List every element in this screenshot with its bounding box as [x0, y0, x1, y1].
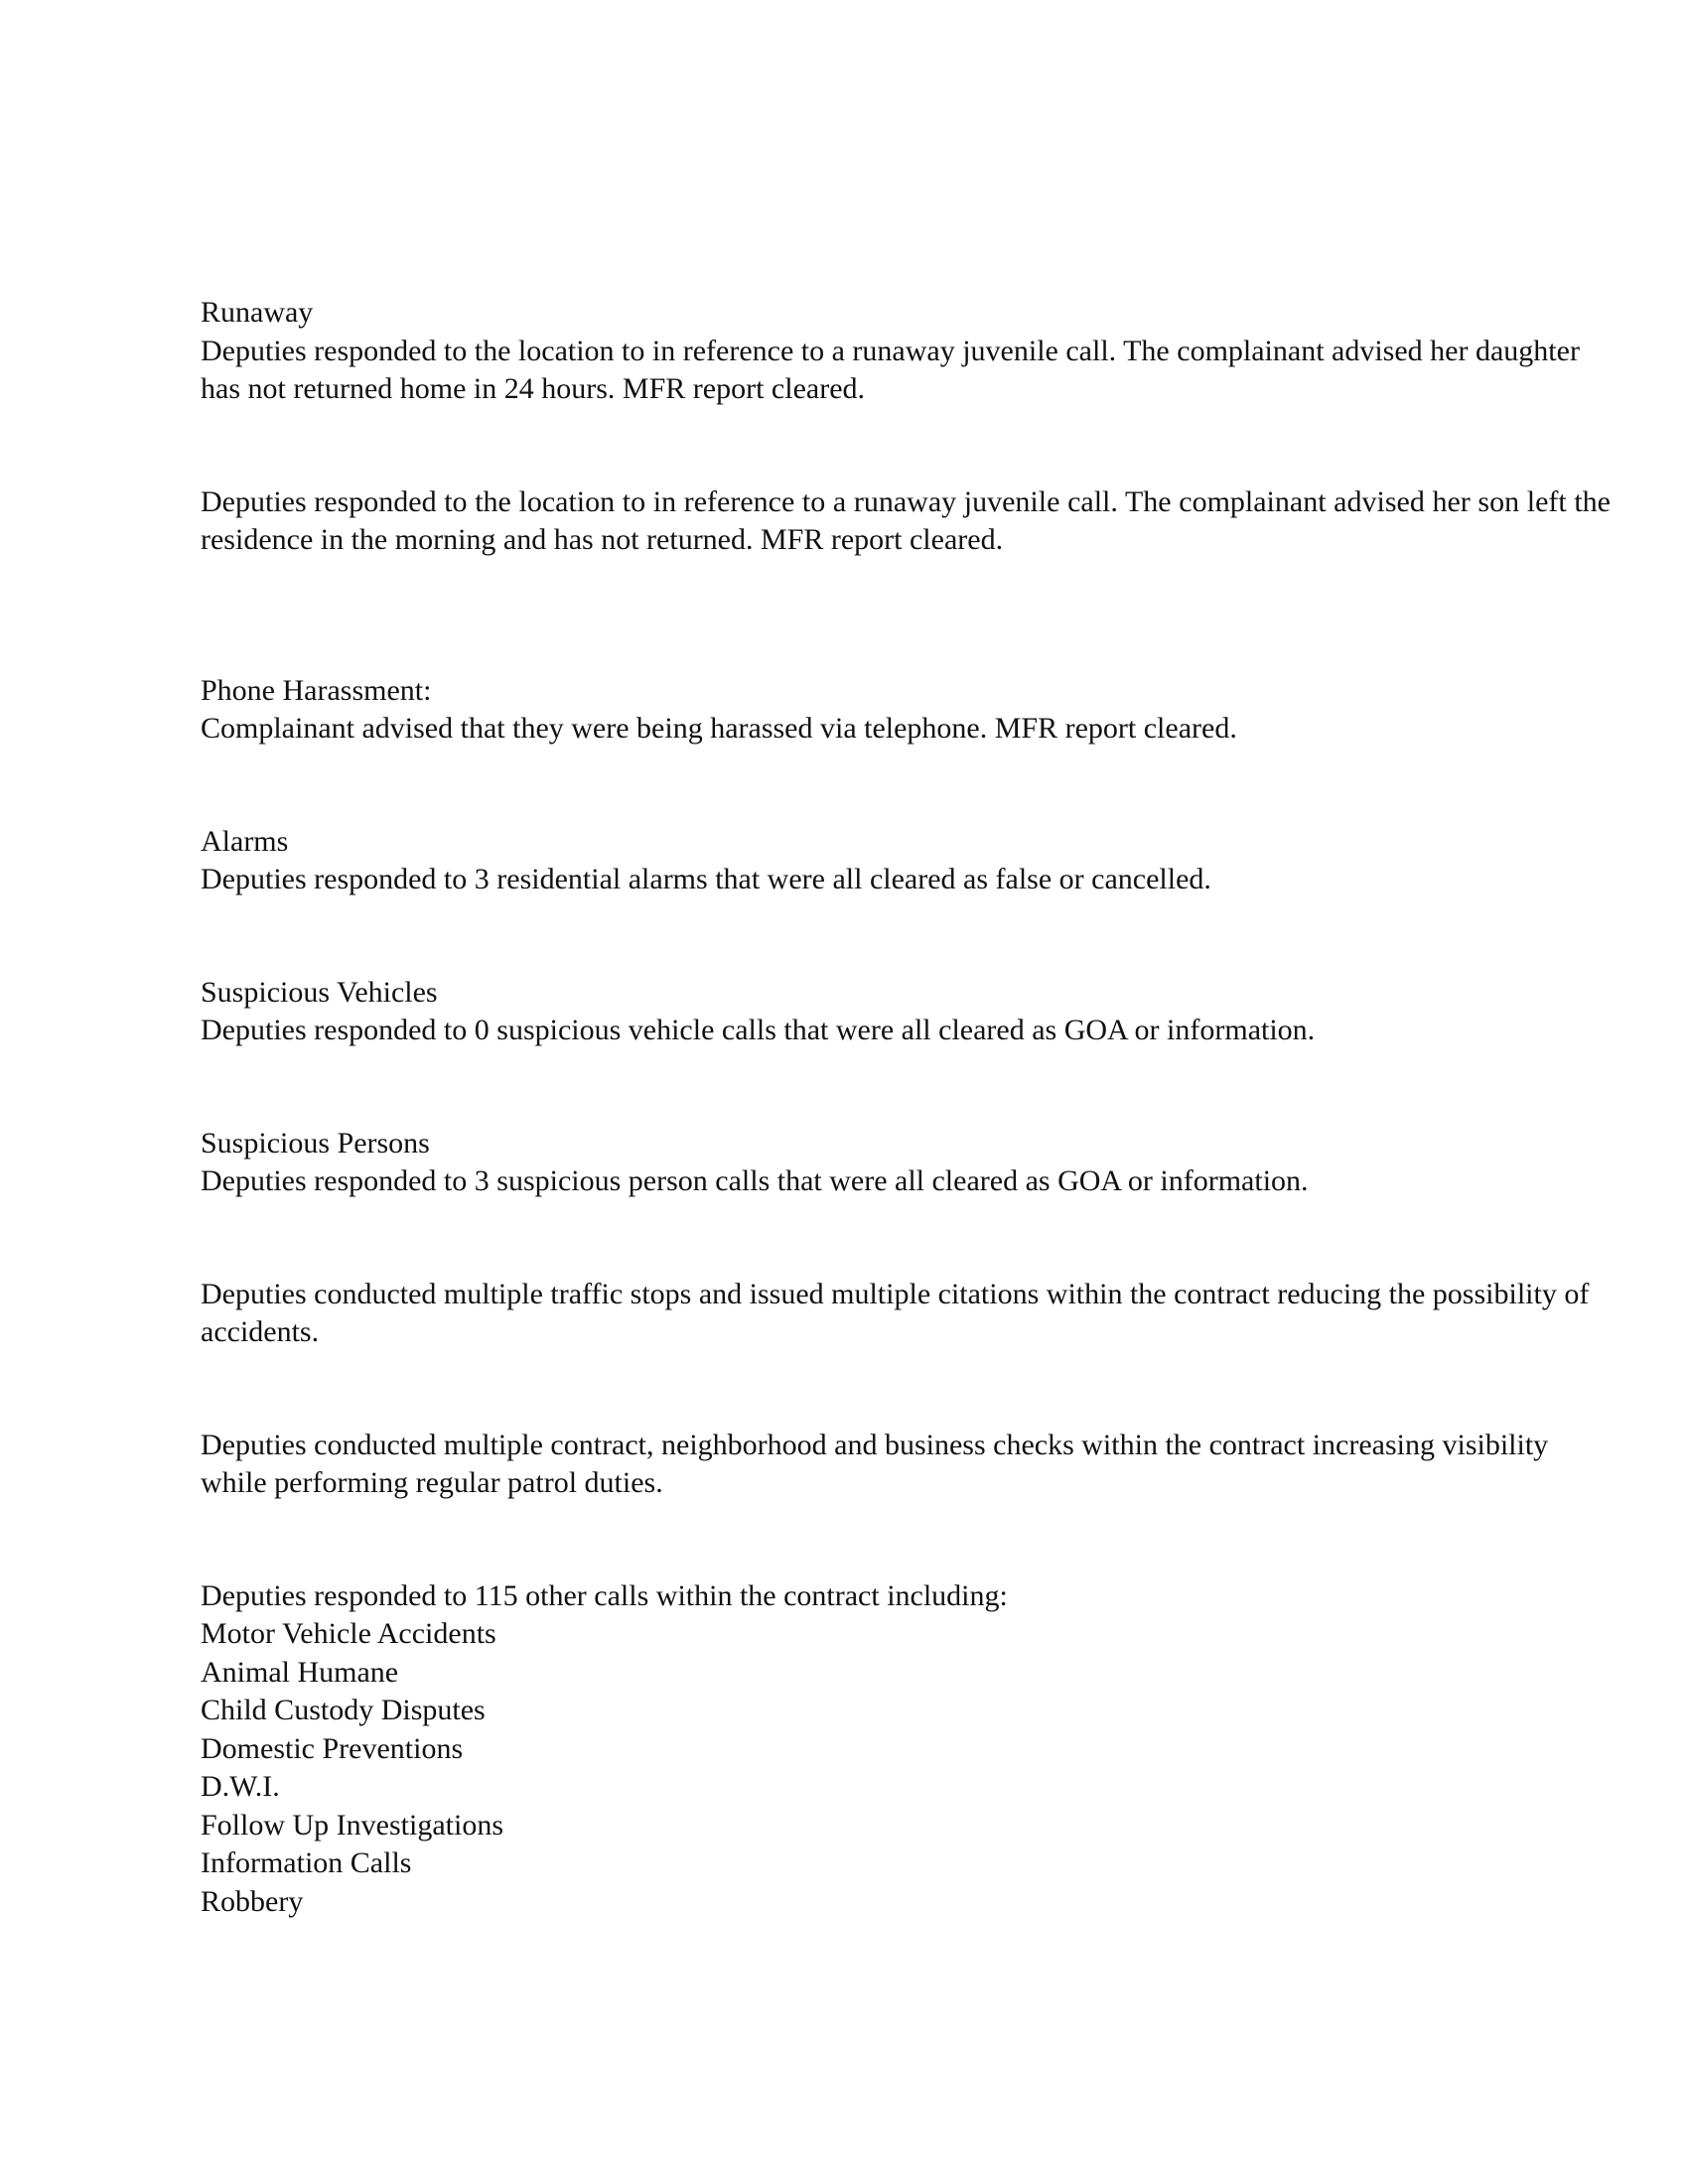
- list-item: Domestic Preventions: [201, 1731, 464, 1765]
- phone-harassment-paragraph: Complainant advised that they were being harassed via telephone. MFR report cleared.: [201, 712, 1237, 745]
- list-item: Robbery: [201, 1884, 304, 1918]
- runaway-section: [201, 294, 1611, 409]
- list-item: Child Custody Disputes: [201, 1694, 486, 1726]
- other-calls-intro: Deputies responded to 115 other calls within the contract including:: [201, 1578, 1008, 1612]
- list-item: Information Calls: [201, 1846, 412, 1879]
- suspicious-vehicles-paragraph: Deputies responded to 0 suspicious vehicle calls that were all cleared as GOA or information.: [201, 1014, 1316, 1046]
- suspicious-vehicles-section: [201, 974, 1611, 1050]
- suspicious-persons-heading: Suspicious Persons: [201, 1126, 430, 1160]
- checks-paragraph: Deputies conducted multiple contract, neighborhood and business checks within the contract increasing visibility while performing regular patrol duties.: [201, 1428, 1549, 1499]
- document-page: [201, 294, 1611, 1921]
- phone-harassment-section: [201, 672, 1611, 749]
- suspicious-vehicles-heading: Suspicious Vehicles: [201, 975, 438, 1009]
- traffic-section: [201, 1276, 1611, 1352]
- suspicious-persons-section: [201, 1125, 1611, 1201]
- other-calls-list: [201, 1615, 1611, 1921]
- list-item: Animal Humane: [201, 1655, 399, 1689]
- alarms-section: [201, 823, 1611, 899]
- runaway-heading: Runaway: [201, 296, 314, 329]
- other-calls-section: [201, 1577, 1611, 1922]
- runaway-section-2: [201, 483, 1611, 560]
- list-item: D.W.I.: [201, 1770, 280, 1803]
- alarms-heading: Alarms: [201, 824, 289, 858]
- list-item: Motor Vehicle Accidents: [201, 1617, 496, 1650]
- alarms-paragraph: Deputies responded to 3 residential alarms that were all cleared as false or cancelled.: [201, 863, 1211, 895]
- runaway-paragraph-1: Deputies responded to the location to in reference to a runaway juvenile call. The complainant advised her daughter has not returned home in 24 hours. MFR report cleared.: [201, 334, 1580, 405]
- suspicious-persons-paragraph: Deputies responded to 3 suspicious person calls that were all cleared as GOA or information.: [201, 1164, 1309, 1197]
- list-item: Follow Up Investigations: [201, 1808, 503, 1842]
- phone-harassment-heading: Phone Harassment:: [201, 673, 432, 707]
- checks-section: [201, 1427, 1611, 1503]
- runaway-paragraph-2: Deputies responded to the location to in reference to a runaway juvenile call. The complainant advised her son left the residence in the morning and has not returned. MFR report cleared.: [201, 484, 1611, 556]
- traffic-paragraph: Deputies conducted multiple traffic stops and issued multiple citations within the contract reducing the possibility of accidents.: [201, 1277, 1590, 1348]
